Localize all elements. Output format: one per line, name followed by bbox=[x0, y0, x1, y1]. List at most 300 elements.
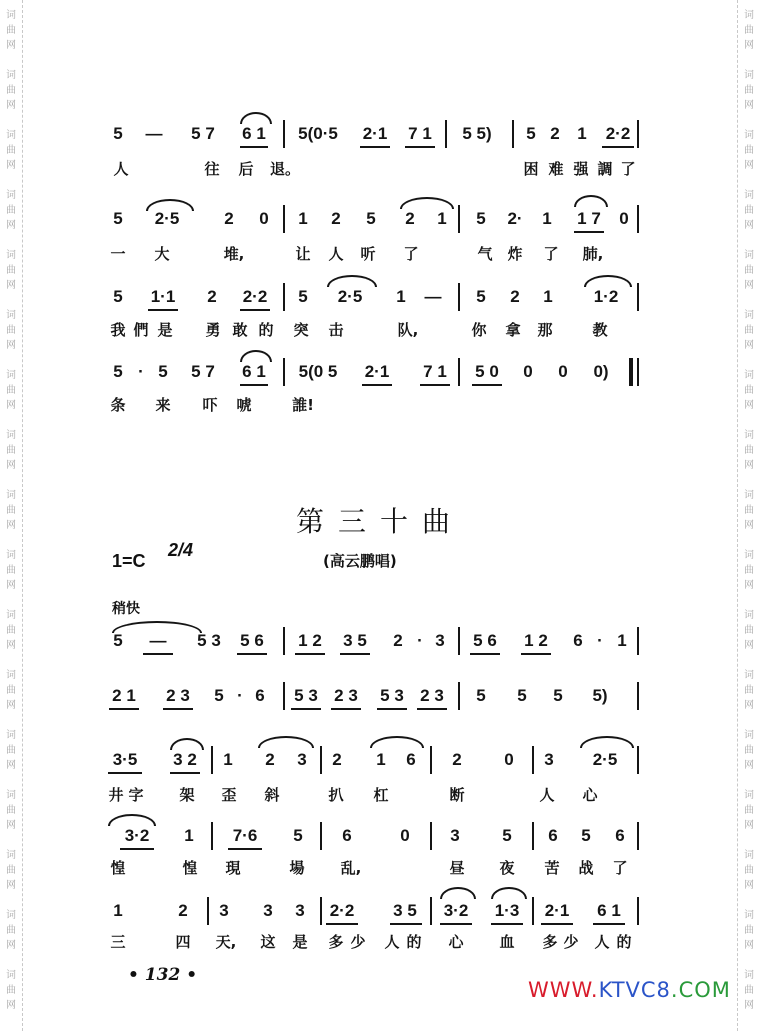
beam bbox=[148, 309, 178, 311]
watermark-char: 网 bbox=[6, 700, 16, 711]
watermark-char: 网 bbox=[744, 340, 754, 351]
lyric: 血 bbox=[499, 933, 515, 951]
watermark-char: 网 bbox=[744, 400, 754, 411]
note: — bbox=[145, 124, 163, 143]
time-signature: 2/4 bbox=[168, 540, 194, 560]
lyric: 苦 bbox=[544, 859, 560, 877]
beam bbox=[440, 923, 472, 925]
lyric: 了 bbox=[612, 859, 628, 877]
bar-line bbox=[283, 682, 285, 710]
note: 5 bbox=[476, 287, 486, 306]
lyric: 是 bbox=[157, 321, 173, 339]
lyric: 的 bbox=[616, 933, 632, 951]
lyric: 字 bbox=[128, 786, 144, 804]
slur bbox=[258, 736, 314, 748]
lyric: 吓 bbox=[202, 396, 218, 414]
bar-line bbox=[637, 120, 639, 148]
note: 2·1 bbox=[544, 901, 570, 920]
watermark-char: 网 bbox=[6, 580, 16, 591]
beam bbox=[420, 384, 450, 386]
lyric: 听 bbox=[360, 245, 376, 263]
lyric: 少 bbox=[563, 933, 579, 951]
section-title: 第三十曲 bbox=[295, 505, 464, 538]
watermark-char: 曲 bbox=[6, 625, 16, 636]
note: · bbox=[138, 362, 144, 381]
beam bbox=[120, 848, 154, 850]
note: 7 1 bbox=[423, 362, 447, 381]
note: 0 bbox=[558, 362, 568, 381]
watermark-char: 曲 bbox=[744, 205, 754, 216]
note: — bbox=[424, 287, 442, 306]
bar-line bbox=[320, 897, 322, 925]
watermark-char: 词 bbox=[6, 190, 16, 201]
watermark-char: 网 bbox=[744, 100, 754, 111]
note: 3 bbox=[219, 901, 229, 920]
watermark-char: 词 bbox=[6, 730, 16, 741]
lyric: 困 bbox=[523, 160, 539, 178]
note: 2 bbox=[207, 287, 217, 306]
note: 2 bbox=[178, 901, 188, 920]
bar-line bbox=[283, 205, 285, 233]
watermark-char: 词 bbox=[6, 70, 16, 81]
singer-credit: (高云鹏唱) bbox=[323, 552, 397, 570]
note: 2 bbox=[332, 750, 342, 769]
watermark-char: 网 bbox=[744, 640, 754, 651]
note: 1 bbox=[543, 287, 553, 306]
watermark-char: 词 bbox=[6, 910, 16, 921]
beam bbox=[362, 384, 392, 386]
note: 5 bbox=[517, 686, 527, 705]
watermark-char: 词 bbox=[744, 310, 754, 321]
note: 2 bbox=[452, 750, 462, 769]
watermark-char: 词 bbox=[6, 430, 16, 441]
watermark-char: 词 bbox=[744, 130, 754, 141]
beam bbox=[541, 923, 573, 925]
note: 0 bbox=[504, 750, 514, 769]
watermark-char: 网 bbox=[6, 520, 16, 531]
note: 6 bbox=[255, 686, 265, 705]
watermark-char: 网 bbox=[6, 940, 16, 951]
watermark-char: 词 bbox=[744, 10, 754, 21]
watermark-char: 网 bbox=[744, 220, 754, 231]
bar-line bbox=[283, 120, 285, 148]
note: 5 3 bbox=[197, 631, 221, 650]
lyric: 气 bbox=[477, 245, 493, 263]
note: 2 bbox=[510, 287, 520, 306]
note: 1 bbox=[542, 209, 552, 228]
watermark-char: 曲 bbox=[744, 145, 754, 156]
lyric: 炸 bbox=[507, 245, 523, 263]
lyric: 战 bbox=[578, 859, 594, 877]
slur bbox=[491, 887, 527, 899]
notation-row-2 bbox=[0, 203, 760, 237]
site-prefix: WWW. bbox=[528, 978, 599, 1002]
watermark-char: 曲 bbox=[6, 445, 16, 456]
watermark-char: 网 bbox=[744, 700, 754, 711]
note: 6 bbox=[548, 826, 558, 845]
watermark-char: 曲 bbox=[744, 565, 754, 576]
watermark-char: 曲 bbox=[6, 25, 16, 36]
site-suffix: .COM bbox=[670, 978, 731, 1002]
page-number: • 132 • bbox=[128, 965, 198, 985]
note: 3·2 bbox=[124, 826, 150, 845]
bar-line bbox=[283, 627, 285, 655]
note: 2 1 bbox=[112, 686, 136, 705]
notation-row-5 bbox=[0, 625, 760, 659]
note: 2·1 bbox=[364, 362, 390, 381]
lyric: 让 bbox=[295, 245, 311, 263]
bar-line bbox=[320, 822, 322, 850]
lyric: 条 bbox=[110, 396, 126, 414]
beam bbox=[417, 708, 447, 710]
tempo-marking: 稍快 bbox=[112, 601, 140, 617]
watermark-char: 网 bbox=[6, 880, 16, 891]
note: 5 bbox=[581, 826, 591, 845]
beam bbox=[405, 146, 435, 148]
watermark-char: 词 bbox=[744, 610, 754, 621]
lyric: 夜 bbox=[499, 859, 515, 877]
beam bbox=[377, 708, 407, 710]
final-bar-line bbox=[629, 358, 633, 386]
lyric: 一 bbox=[110, 245, 126, 263]
watermark-char: 词 bbox=[744, 790, 754, 801]
bar-line bbox=[458, 358, 460, 386]
note: 1 bbox=[396, 287, 406, 306]
lyric: 井 bbox=[108, 786, 124, 804]
note: 5 6 bbox=[240, 631, 264, 650]
watermark-char: 曲 bbox=[744, 685, 754, 696]
lyric: 惶 bbox=[182, 859, 198, 877]
lyric: 斜 bbox=[264, 786, 280, 804]
lyric: 的 bbox=[258, 321, 274, 339]
note: 5(0 5 bbox=[298, 362, 338, 381]
note: 6 1 bbox=[597, 901, 621, 920]
note: 2· bbox=[507, 209, 523, 228]
notation-row-3 bbox=[0, 281, 760, 315]
watermark-char: 曲 bbox=[744, 805, 754, 816]
watermark-char: 曲 bbox=[6, 925, 16, 936]
note: 5 bbox=[113, 209, 123, 228]
beam bbox=[360, 146, 390, 148]
note: 0 bbox=[400, 826, 410, 845]
bar-line bbox=[532, 746, 534, 774]
watermark-char: 词 bbox=[744, 670, 754, 681]
watermark-char: 词 bbox=[744, 910, 754, 921]
beam bbox=[108, 772, 142, 774]
note: 5 3 bbox=[294, 686, 318, 705]
lyric: 肺, bbox=[582, 245, 604, 263]
watermark-char: 曲 bbox=[744, 85, 754, 96]
bar-line bbox=[637, 822, 639, 850]
watermark-char: 词 bbox=[6, 130, 16, 141]
beam bbox=[470, 653, 500, 655]
note: 5 bbox=[526, 124, 536, 143]
note: 5 6 bbox=[473, 631, 497, 650]
note: · bbox=[237, 686, 243, 705]
note: 7 1 bbox=[408, 124, 432, 143]
watermark-char: 曲 bbox=[6, 325, 16, 336]
lyric-row-4 bbox=[0, 393, 760, 419]
note: 0 bbox=[523, 362, 533, 381]
lyric: 場 bbox=[289, 859, 305, 877]
beam bbox=[109, 708, 139, 710]
site-brand: KTVC8 bbox=[598, 978, 671, 1002]
watermark-char: 网 bbox=[744, 520, 754, 531]
note: 1 2 bbox=[298, 631, 322, 650]
lyric: 退。 bbox=[269, 160, 301, 178]
note: 2·5 bbox=[592, 750, 618, 769]
watermark-char: 词 bbox=[744, 850, 754, 861]
bar-line bbox=[430, 897, 432, 925]
beam bbox=[295, 653, 325, 655]
note: 5 3 bbox=[380, 686, 404, 705]
lyric: 大 bbox=[154, 245, 170, 263]
lyric: 人 bbox=[328, 245, 344, 263]
bar-line bbox=[458, 283, 460, 311]
note: · bbox=[597, 631, 603, 650]
note: 2·5 bbox=[154, 209, 180, 228]
watermark-char: 词 bbox=[6, 250, 16, 261]
note: 2·2 bbox=[242, 287, 268, 306]
note: 2 3 bbox=[334, 686, 358, 705]
watermark-char: 网 bbox=[6, 460, 16, 471]
slur bbox=[327, 275, 377, 287]
watermark-char: 词 bbox=[744, 370, 754, 381]
note: 6 bbox=[406, 750, 416, 769]
watermark-char: 曲 bbox=[744, 445, 754, 456]
note: 5 bbox=[113, 124, 123, 143]
beam bbox=[291, 708, 321, 710]
slur bbox=[574, 195, 608, 207]
note: 6 1 bbox=[242, 362, 266, 381]
bar-line bbox=[458, 682, 460, 710]
slur bbox=[240, 112, 272, 124]
note: 3 bbox=[544, 750, 554, 769]
watermark-char: 曲 bbox=[6, 865, 16, 876]
watermark-char: 曲 bbox=[744, 625, 754, 636]
lyric: 那 bbox=[537, 321, 553, 339]
watermark-char: 网 bbox=[6, 220, 16, 231]
lyric: 强 bbox=[573, 160, 589, 178]
note: 1 bbox=[437, 209, 447, 228]
lyric: 天, bbox=[215, 933, 237, 951]
lyric-row-8 bbox=[0, 856, 760, 882]
watermark-char: 词 bbox=[744, 190, 754, 201]
lyric: 难 bbox=[548, 160, 564, 178]
watermark-char: 网 bbox=[6, 820, 16, 831]
note: 3 2 bbox=[173, 750, 197, 769]
watermark-char: 词 bbox=[6, 850, 16, 861]
note: 1 7 bbox=[577, 209, 601, 228]
note: 5 bbox=[113, 631, 123, 650]
note: 1 bbox=[184, 826, 194, 845]
lyric: 你 bbox=[471, 321, 487, 339]
lyric: 敢 bbox=[232, 321, 248, 339]
lyric: 人 bbox=[113, 160, 129, 178]
watermark-char: 词 bbox=[6, 550, 16, 561]
note: 5 bbox=[476, 209, 486, 228]
note: 1·2 bbox=[593, 287, 619, 306]
note: 5(0·5 bbox=[298, 124, 338, 143]
lyric: 我 bbox=[110, 321, 126, 339]
watermark-char: 词 bbox=[6, 10, 16, 21]
watermark-char: 网 bbox=[6, 40, 16, 51]
note: 0) bbox=[593, 362, 609, 381]
note: 6 bbox=[615, 826, 625, 845]
beam bbox=[491, 923, 523, 925]
slur bbox=[400, 197, 454, 209]
note: 5 bbox=[502, 826, 512, 845]
watermark-char: 网 bbox=[744, 880, 754, 891]
note: 6 bbox=[342, 826, 352, 845]
bar-line bbox=[283, 283, 285, 311]
slur bbox=[108, 814, 156, 826]
watermark-char: 网 bbox=[744, 820, 754, 831]
note: 0 bbox=[619, 209, 629, 228]
beam bbox=[240, 146, 268, 148]
note: 1 bbox=[223, 750, 233, 769]
bar-line bbox=[532, 822, 534, 850]
lyric: 昼 bbox=[449, 859, 465, 877]
notation-row-8 bbox=[0, 820, 760, 854]
bar-line bbox=[512, 120, 514, 148]
note: 2·2 bbox=[605, 124, 631, 143]
lyric: 勇 bbox=[205, 321, 221, 339]
lyric: 断 bbox=[449, 786, 465, 804]
lyric: 們 bbox=[133, 321, 149, 339]
watermark-char: 曲 bbox=[6, 685, 16, 696]
watermark-char: 曲 bbox=[744, 985, 754, 996]
lyric: 了 bbox=[620, 160, 636, 178]
note: 5 5) bbox=[462, 124, 492, 143]
note: 5 0 bbox=[475, 362, 499, 381]
note: 5 bbox=[298, 287, 308, 306]
slur bbox=[146, 199, 194, 211]
note: 3 bbox=[263, 901, 273, 920]
note: 5 7 bbox=[191, 124, 215, 143]
watermark-char: 曲 bbox=[6, 145, 16, 156]
note: 1 2 bbox=[524, 631, 548, 650]
lyric: 突 bbox=[293, 321, 309, 339]
lyric: 往 bbox=[204, 160, 220, 178]
note: 5 bbox=[158, 362, 168, 381]
lyric: 杠 bbox=[373, 786, 389, 804]
watermark-char: 网 bbox=[6, 100, 16, 111]
beam bbox=[331, 708, 361, 710]
note: 0 bbox=[259, 209, 269, 228]
lyric: 后 bbox=[238, 160, 254, 178]
bar-line bbox=[207, 897, 209, 925]
lyric: 心 bbox=[582, 786, 598, 804]
lyric: 多 bbox=[542, 933, 558, 951]
note: 2 bbox=[224, 209, 234, 228]
note: 1 bbox=[298, 209, 308, 228]
note: 2 bbox=[550, 124, 560, 143]
bar-line bbox=[211, 746, 213, 774]
lyric: 少 bbox=[350, 933, 366, 951]
note: · bbox=[417, 631, 423, 650]
note: — bbox=[149, 631, 167, 650]
note: 1 bbox=[376, 750, 386, 769]
lyric: 的 bbox=[406, 933, 422, 951]
watermark-char: 词 bbox=[6, 970, 16, 981]
lyric: 人 bbox=[539, 786, 555, 804]
lyric-row-2 bbox=[0, 242, 760, 268]
beam bbox=[326, 923, 358, 925]
lyric: 人 bbox=[384, 933, 400, 951]
beam bbox=[240, 309, 270, 311]
note: 5 bbox=[366, 209, 376, 228]
beam bbox=[593, 923, 625, 925]
lyric: 了 bbox=[403, 245, 419, 263]
slur bbox=[240, 350, 272, 362]
bar-line bbox=[637, 746, 639, 774]
note: 3 bbox=[450, 826, 460, 845]
watermark-char: 网 bbox=[6, 1000, 16, 1011]
note: 1 bbox=[617, 631, 627, 650]
note: 3 bbox=[295, 901, 305, 920]
watermark-char: 网 bbox=[6, 640, 16, 651]
beam bbox=[237, 653, 267, 655]
watermark-char: 网 bbox=[6, 280, 16, 291]
watermark-char: 网 bbox=[6, 160, 16, 171]
watermark-char: 曲 bbox=[744, 265, 754, 276]
site-watermark bbox=[528, 978, 731, 1002]
lyric: 扒 bbox=[328, 786, 344, 804]
note: 5 bbox=[476, 686, 486, 705]
key-signature: 1=C bbox=[112, 551, 146, 571]
note: 5 bbox=[113, 287, 123, 306]
lyric: 击 bbox=[328, 321, 344, 339]
bar-line bbox=[532, 897, 534, 925]
beam bbox=[240, 384, 268, 386]
watermark-char: 曲 bbox=[744, 745, 754, 756]
lyric: 是 bbox=[292, 933, 308, 951]
watermark-char: 曲 bbox=[744, 865, 754, 876]
lyric: 心 bbox=[448, 933, 464, 951]
lyric: 現 bbox=[225, 859, 241, 877]
beam bbox=[521, 653, 551, 655]
bar-line bbox=[637, 627, 639, 655]
lyric: 教 bbox=[592, 321, 608, 339]
watermark-char: 词 bbox=[744, 70, 754, 81]
watermark-char: 网 bbox=[744, 40, 754, 51]
lyric: 四 bbox=[175, 933, 191, 951]
watermark-char: 网 bbox=[6, 400, 16, 411]
slur bbox=[580, 736, 634, 748]
lyric: 队, bbox=[397, 321, 419, 339]
slur bbox=[584, 275, 632, 287]
notation-row-7 bbox=[0, 744, 760, 778]
note: 2·1 bbox=[362, 124, 388, 143]
notation-row-9 bbox=[0, 895, 760, 929]
lyric: 唬 bbox=[236, 396, 252, 414]
lyric-row-3 bbox=[0, 318, 760, 344]
watermark-char: 词 bbox=[6, 790, 16, 801]
beam bbox=[163, 708, 193, 710]
bar-line bbox=[211, 822, 213, 850]
watermark-char: 曲 bbox=[6, 805, 16, 816]
bar-line bbox=[637, 358, 639, 386]
lyric: 歪 bbox=[221, 786, 237, 804]
bar-line bbox=[458, 627, 460, 655]
note: 3·5 bbox=[112, 750, 138, 769]
beam bbox=[602, 146, 634, 148]
note: 3 5 bbox=[343, 631, 367, 650]
lyric: 誰! bbox=[292, 396, 314, 414]
watermark-char: 曲 bbox=[744, 925, 754, 936]
watermark-char: 网 bbox=[744, 460, 754, 471]
